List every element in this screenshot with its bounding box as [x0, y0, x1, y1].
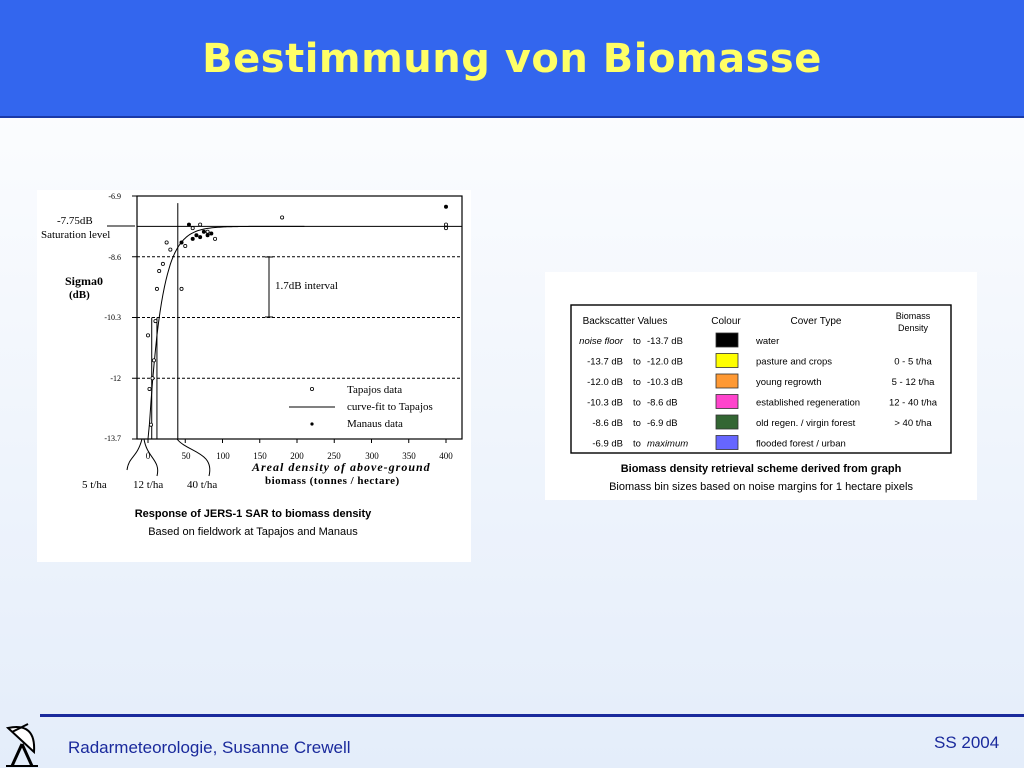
x-tick-label: 100	[216, 451, 230, 461]
tapajos-point	[155, 287, 158, 290]
title-bar	[0, 0, 1024, 118]
colour-swatch	[716, 333, 738, 347]
table-header: Density	[897, 323, 929, 333]
chart-subtitle: Based on fieldwork at Tapajos and Manaus	[148, 526, 358, 538]
x-tick-label: 250	[327, 451, 341, 461]
tapajos-point	[148, 387, 151, 390]
manaus-point	[180, 241, 183, 244]
cell-to-word: to	[633, 438, 641, 450]
table-body	[579, 333, 938, 450]
tapajos-point	[152, 359, 155, 362]
tapajos-point	[169, 248, 172, 251]
colour-swatch	[716, 436, 738, 450]
cell-to: -10.3 dB	[647, 377, 683, 388]
annotation-label: 12 t/ha	[133, 479, 164, 491]
cell-cover-type: water	[756, 336, 780, 347]
tapajos-point	[180, 287, 183, 290]
table-header: Biomass	[895, 311, 931, 321]
cell-to: maximum	[647, 438, 689, 450]
cell-from: -8.6 dB	[592, 418, 623, 429]
table-header: Cover Type	[790, 316, 842, 327]
table-header: Colour	[711, 316, 741, 327]
table-caption: Biomass bin sizes based on noise margins for 1 hectare pixels	[609, 481, 913, 493]
x-tick-label: 200	[290, 451, 304, 461]
cell-to-word: to	[633, 356, 641, 368]
chart-title: Response of JERS-1 SAR to biomass density	[134, 508, 372, 520]
cell-to-word: to	[633, 397, 641, 409]
satellite-dish-logo	[2, 714, 42, 768]
cell-cover-type: young regrowth	[756, 377, 822, 388]
cell-cover-type: flooded forest / urban	[756, 438, 846, 450]
cell-density: 12 - 40 t/ha	[888, 397, 938, 409]
saturation-level-label: Saturation level	[41, 229, 111, 241]
table-svg	[545, 272, 977, 500]
tapajos-point	[191, 227, 194, 230]
manaus-point	[206, 234, 209, 237]
y-tick-label: -12	[110, 374, 121, 383]
y-axis-label-line1: Sigma0	[65, 274, 104, 288]
tapajos-point	[206, 230, 209, 233]
tapajos-point	[444, 223, 447, 226]
cell-from: -12.0 dB	[587, 377, 623, 388]
legend-marker-tapajos	[310, 387, 313, 390]
table-panel	[545, 272, 977, 500]
x-tick-label: 50	[181, 451, 191, 461]
colour-swatch	[716, 415, 738, 429]
cell-to-word: to	[633, 377, 641, 388]
legend-label: Tapajos data	[347, 384, 403, 396]
table-header: Backscatter Values	[582, 316, 668, 327]
saturation-value-label: -7.75dB	[57, 215, 93, 227]
cell-to: -12.0 dB	[647, 356, 683, 368]
y-tick-label: -10.3	[104, 313, 121, 322]
tapajos-point	[444, 227, 447, 230]
y-tick-label: -13.7	[104, 434, 121, 443]
x-axis-label-line1: Areal density of above-ground	[252, 460, 431, 474]
tapajos-point	[213, 237, 216, 240]
slide-title: Bestimmung von Biomasse	[202, 36, 822, 82]
annotation-label: 5 t/ha	[82, 479, 107, 491]
manaus-point	[187, 223, 190, 226]
manaus-point	[202, 230, 205, 233]
manaus-point	[199, 235, 202, 238]
tapajos-point	[281, 216, 284, 219]
cell-cover-type: established regeneration	[756, 397, 861, 409]
chart-panel	[37, 190, 471, 562]
y-tick-label: -6.9	[108, 192, 121, 201]
cell-from: -13.7 dB	[587, 356, 623, 368]
cell-to: -8.6 dB	[647, 397, 678, 409]
legend-marker-manaus	[310, 422, 313, 425]
table-caption: Biomass density retrieval scheme derived from graph	[620, 463, 902, 475]
cell-to-word: to	[633, 418, 641, 429]
cell-cover-type: old regen. / virgin forest	[756, 418, 856, 429]
x-axis-label-line2: biomass (tonnes / hectare)	[265, 475, 400, 487]
cell-to-word: to	[633, 336, 641, 347]
tapajos-point	[146, 334, 149, 337]
x-tick-label: 350	[402, 451, 416, 461]
footer-author: Radarmeteorologie, Susanne Crewell	[68, 738, 351, 757]
annotation-curve	[127, 439, 142, 470]
legend-label: curve-fit to Tapajos	[347, 401, 433, 413]
tapajos-point	[154, 319, 157, 322]
cell-from: noise floor	[579, 336, 623, 347]
tapajos-point	[184, 244, 187, 247]
cell-density: 0 - 5 t/ha	[894, 356, 932, 368]
cell-to: -6.9 dB	[647, 418, 678, 429]
tapajos-point	[161, 262, 164, 265]
cell-to: -13.7 dB	[647, 336, 683, 347]
chart-legend	[289, 384, 433, 430]
cell-from: -10.3 dB	[587, 397, 623, 409]
chart-svg	[37, 190, 471, 562]
colour-swatch	[716, 374, 738, 388]
x-tick-label: 300	[365, 451, 379, 461]
y-axis-label-line2: (dB)	[69, 289, 90, 301]
tapajos-point	[199, 223, 202, 226]
cell-density: > 40 t/ha	[894, 418, 932, 429]
x-tick-label: 0	[145, 451, 151, 461]
interval-label: 1.7dB interval	[275, 280, 338, 292]
curve-fit-line	[148, 226, 304, 439]
tapajos-point	[151, 377, 154, 380]
manaus-point	[444, 205, 447, 208]
tapajos-point	[149, 423, 152, 426]
footer-term: SS 2004	[934, 733, 1000, 752]
manaus-point	[195, 234, 198, 237]
footer-divider	[40, 714, 1024, 717]
cell-cover-type: pasture and crops	[756, 356, 833, 368]
colour-swatch	[716, 354, 738, 368]
manaus-point	[191, 237, 194, 240]
colour-swatch	[716, 395, 738, 409]
tapajos-point	[165, 241, 168, 244]
manaus-point	[210, 232, 213, 235]
x-tick-label: 150	[253, 451, 267, 461]
x-tick-label: 400	[439, 451, 453, 461]
tapajos-point	[158, 269, 161, 272]
legend-label: Manaus data	[347, 418, 403, 430]
y-tick-label: -8.6	[108, 253, 121, 262]
cell-density: 5 - 12 t/ha	[891, 377, 935, 388]
cell-from: -6.9 dB	[592, 438, 623, 450]
annotation-label: 40 t/ha	[187, 479, 218, 491]
